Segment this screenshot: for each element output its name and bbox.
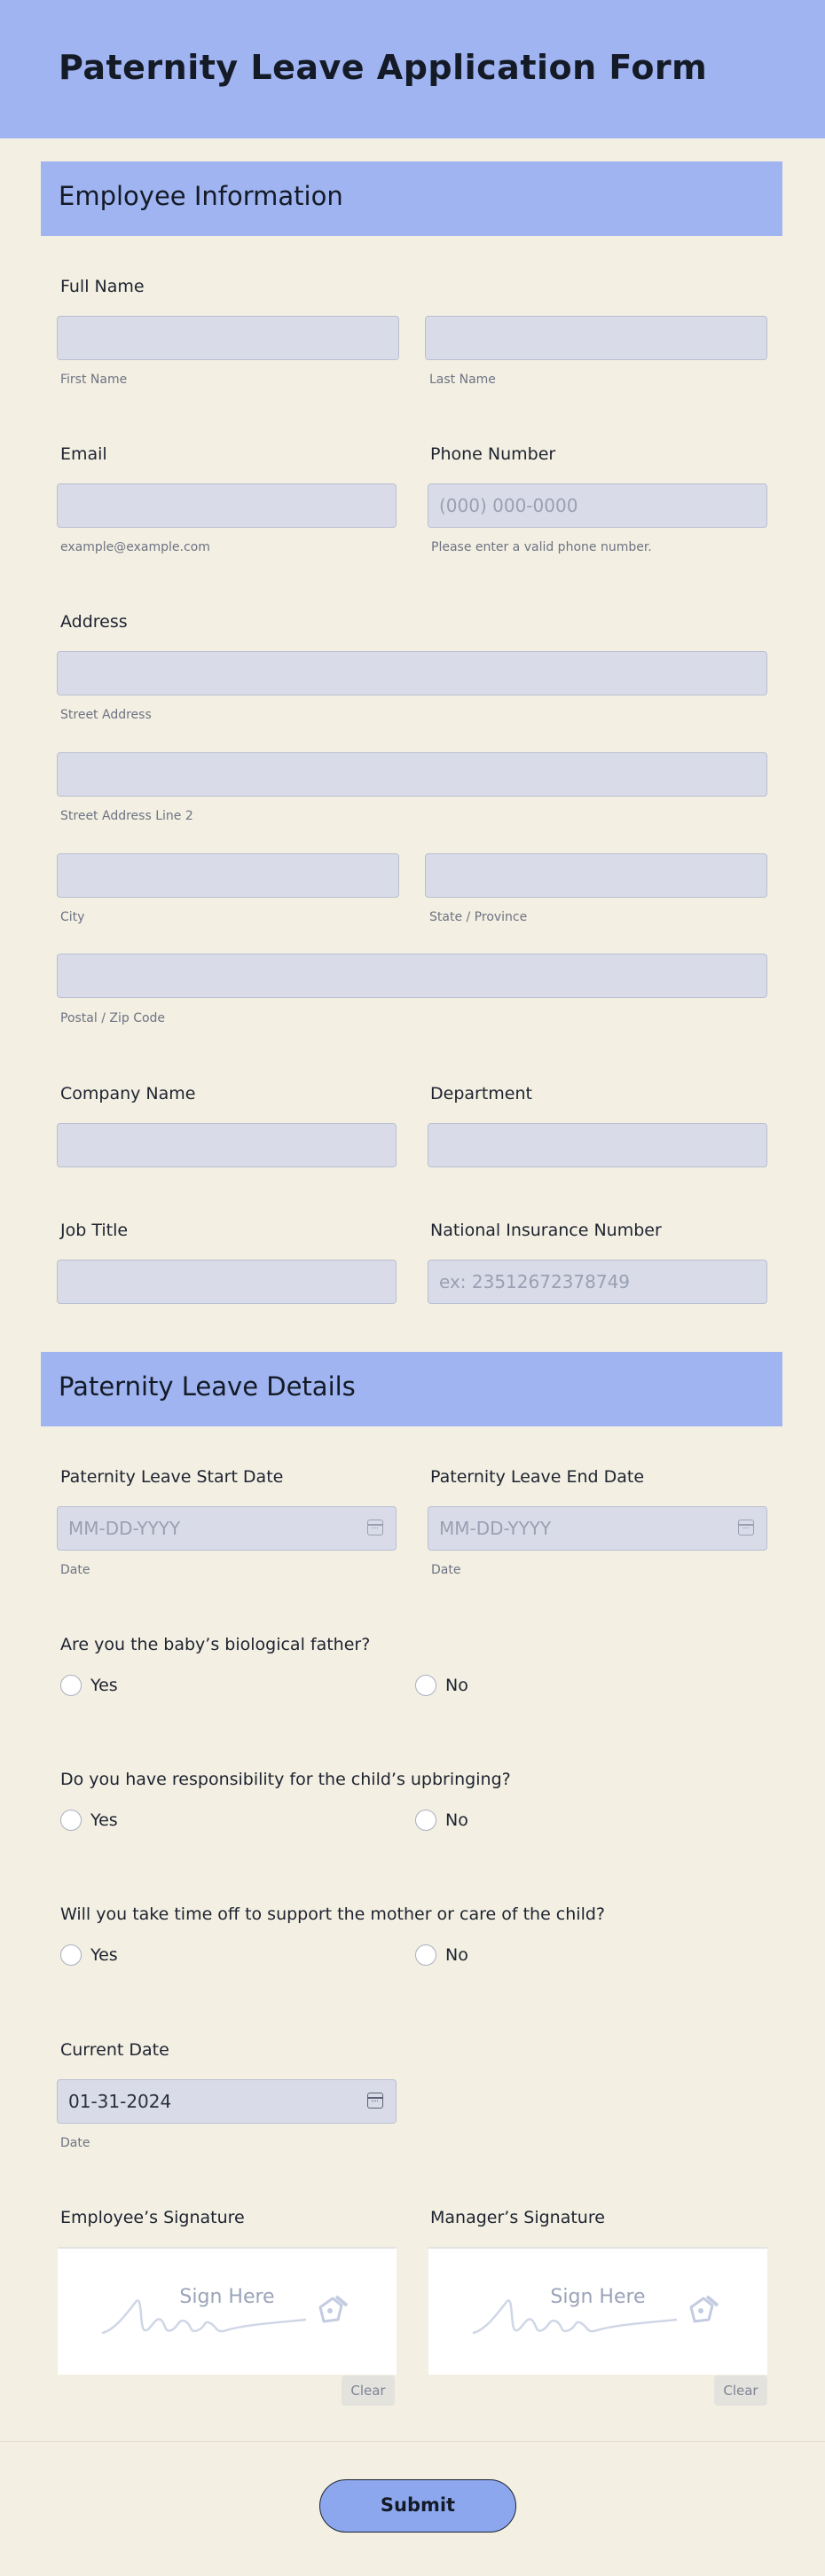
question-time-off: Will you take time off to support the mother or care of the child?: [60, 1905, 606, 1924]
start-date-sublabel: Date: [60, 1563, 90, 1577]
department-label: Department: [430, 1084, 532, 1103]
ni-number-placeholder: ex: 23512672378749: [439, 1271, 631, 1292]
phone-placeholder: (000) 000-0000: [439, 495, 578, 516]
sign-here-hint: Sign Here: [550, 2286, 646, 2308]
form-header: [0, 0, 825, 138]
leave-section-header: [41, 1352, 782, 1426]
department-input[interactable]: [428, 1123, 767, 1167]
end-date-sublabel: Date: [431, 1563, 461, 1577]
postal-code-sublabel: Postal / Zip Code: [60, 1011, 166, 1025]
start-date-input[interactable]: [57, 1506, 397, 1551]
radio-label: Yes: [90, 1810, 118, 1830]
start-date-placeholder: MM-DD-YYYY: [68, 1518, 181, 1539]
address-label: Address: [60, 612, 128, 632]
employee-signature-pad[interactable]: [58, 2247, 397, 2375]
ni-number-label: National Insurance Number: [430, 1221, 662, 1240]
first-name-sublabel: First Name: [60, 373, 128, 387]
radio-label: No: [445, 1676, 468, 1695]
radio-circle[interactable]: [415, 1675, 436, 1696]
radio-time-off-no[interactable]: [415, 1944, 468, 1966]
street-address-line2-input[interactable]: [57, 752, 767, 797]
company-name-label: Company Name: [60, 1084, 196, 1103]
radio-label: Yes: [90, 1945, 118, 1965]
manager-signature-clear-button[interactable]: Clear: [714, 2376, 767, 2406]
signature-scribble-icon: [93, 2284, 359, 2346]
end-date-placeholder: MM-DD-YYYY: [439, 1518, 552, 1539]
email-sublabel: example@example.com: [60, 540, 210, 554]
full-name-label: Full Name: [60, 277, 145, 296]
street-address-input[interactable]: [57, 651, 767, 695]
current-date-label: Current Date: [60, 2040, 169, 2060]
footer-divider: [0, 2441, 825, 2442]
calendar-icon[interactable]: [367, 1520, 383, 1535]
start-date-label: Paternity Leave Start Date: [60, 1467, 284, 1487]
street-address-line2-sublabel: Street Address Line 2: [60, 809, 193, 823]
pen-nib-icon: [320, 2297, 347, 2321]
last-name-input[interactable]: [425, 316, 767, 360]
street-address-sublabel: Street Address: [60, 708, 152, 722]
employee-signature-clear-button[interactable]: Clear: [342, 2376, 395, 2406]
form-card: [0, 138, 825, 2438]
radio-circle[interactable]: [60, 1944, 82, 1966]
job-title-label: Job Title: [60, 1221, 129, 1240]
leave-section-title: Paternity Leave Details: [59, 1371, 356, 1402]
last-name-sublabel: Last Name: [429, 373, 496, 387]
manager-signature-pad[interactable]: [428, 2247, 767, 2375]
city-sublabel: City: [60, 910, 85, 924]
radio-circle[interactable]: [60, 1675, 82, 1696]
company-name-input[interactable]: [57, 1123, 397, 1167]
manager-signature-label: Manager’s Signature: [430, 2208, 605, 2227]
end-date-input[interactable]: [428, 1506, 767, 1551]
radio-label: No: [445, 1945, 468, 1965]
calendar-icon[interactable]: [367, 2093, 383, 2109]
email-input[interactable]: [57, 483, 397, 528]
radio-label: Yes: [90, 1676, 118, 1695]
phone-input[interactable]: [428, 483, 767, 528]
current-date-input[interactable]: [57, 2079, 397, 2124]
postal-code-input[interactable]: [57, 954, 767, 998]
first-name-input[interactable]: [57, 316, 399, 360]
pen-nib-icon: [691, 2297, 718, 2321]
radio-circle[interactable]: [60, 1810, 82, 1831]
state-sublabel: State / Province: [429, 910, 528, 924]
sign-here-hint: Sign Here: [179, 2286, 275, 2308]
state-input[interactable]: [425, 853, 767, 898]
job-title-input[interactable]: [57, 1260, 397, 1304]
current-date-sublabel: Date: [60, 2136, 90, 2150]
email-label: Email: [60, 444, 107, 464]
form-title: Paternity Leave Application Form: [59, 48, 708, 87]
employee-signature-label: Employee’s Signature: [60, 2208, 245, 2227]
radio-responsibility-no[interactable]: [415, 1810, 468, 1831]
radio-biological-father-no[interactable]: [415, 1675, 468, 1696]
end-date-label: Paternity Leave End Date: [430, 1467, 645, 1487]
calendar-icon[interactable]: [738, 1520, 754, 1535]
radio-circle[interactable]: [415, 1810, 436, 1831]
radio-responsibility-yes[interactable]: [60, 1810, 118, 1831]
question-biological-father: Are you the baby’s biological father?: [60, 1635, 371, 1654]
radio-time-off-yes[interactable]: [60, 1944, 118, 1966]
employee-section-header: [41, 161, 782, 236]
question-responsibility: Do you have responsibility for the child’s upbringing?: [60, 1770, 511, 1789]
city-input[interactable]: [57, 853, 399, 898]
phone-sublabel: Please enter a valid phone number.: [431, 540, 652, 554]
radio-biological-father-yes[interactable]: [60, 1675, 118, 1696]
ni-number-input[interactable]: [428, 1260, 767, 1304]
submit-button[interactable]: Submit: [319, 2479, 516, 2533]
radio-circle[interactable]: [415, 1944, 436, 1966]
signature-scribble-icon: [464, 2284, 730, 2346]
current-date-value: 01-31-2024: [68, 2091, 172, 2112]
employee-section-title: Employee Information: [59, 181, 343, 211]
phone-label: Phone Number: [430, 444, 556, 464]
radio-label: No: [445, 1810, 468, 1830]
